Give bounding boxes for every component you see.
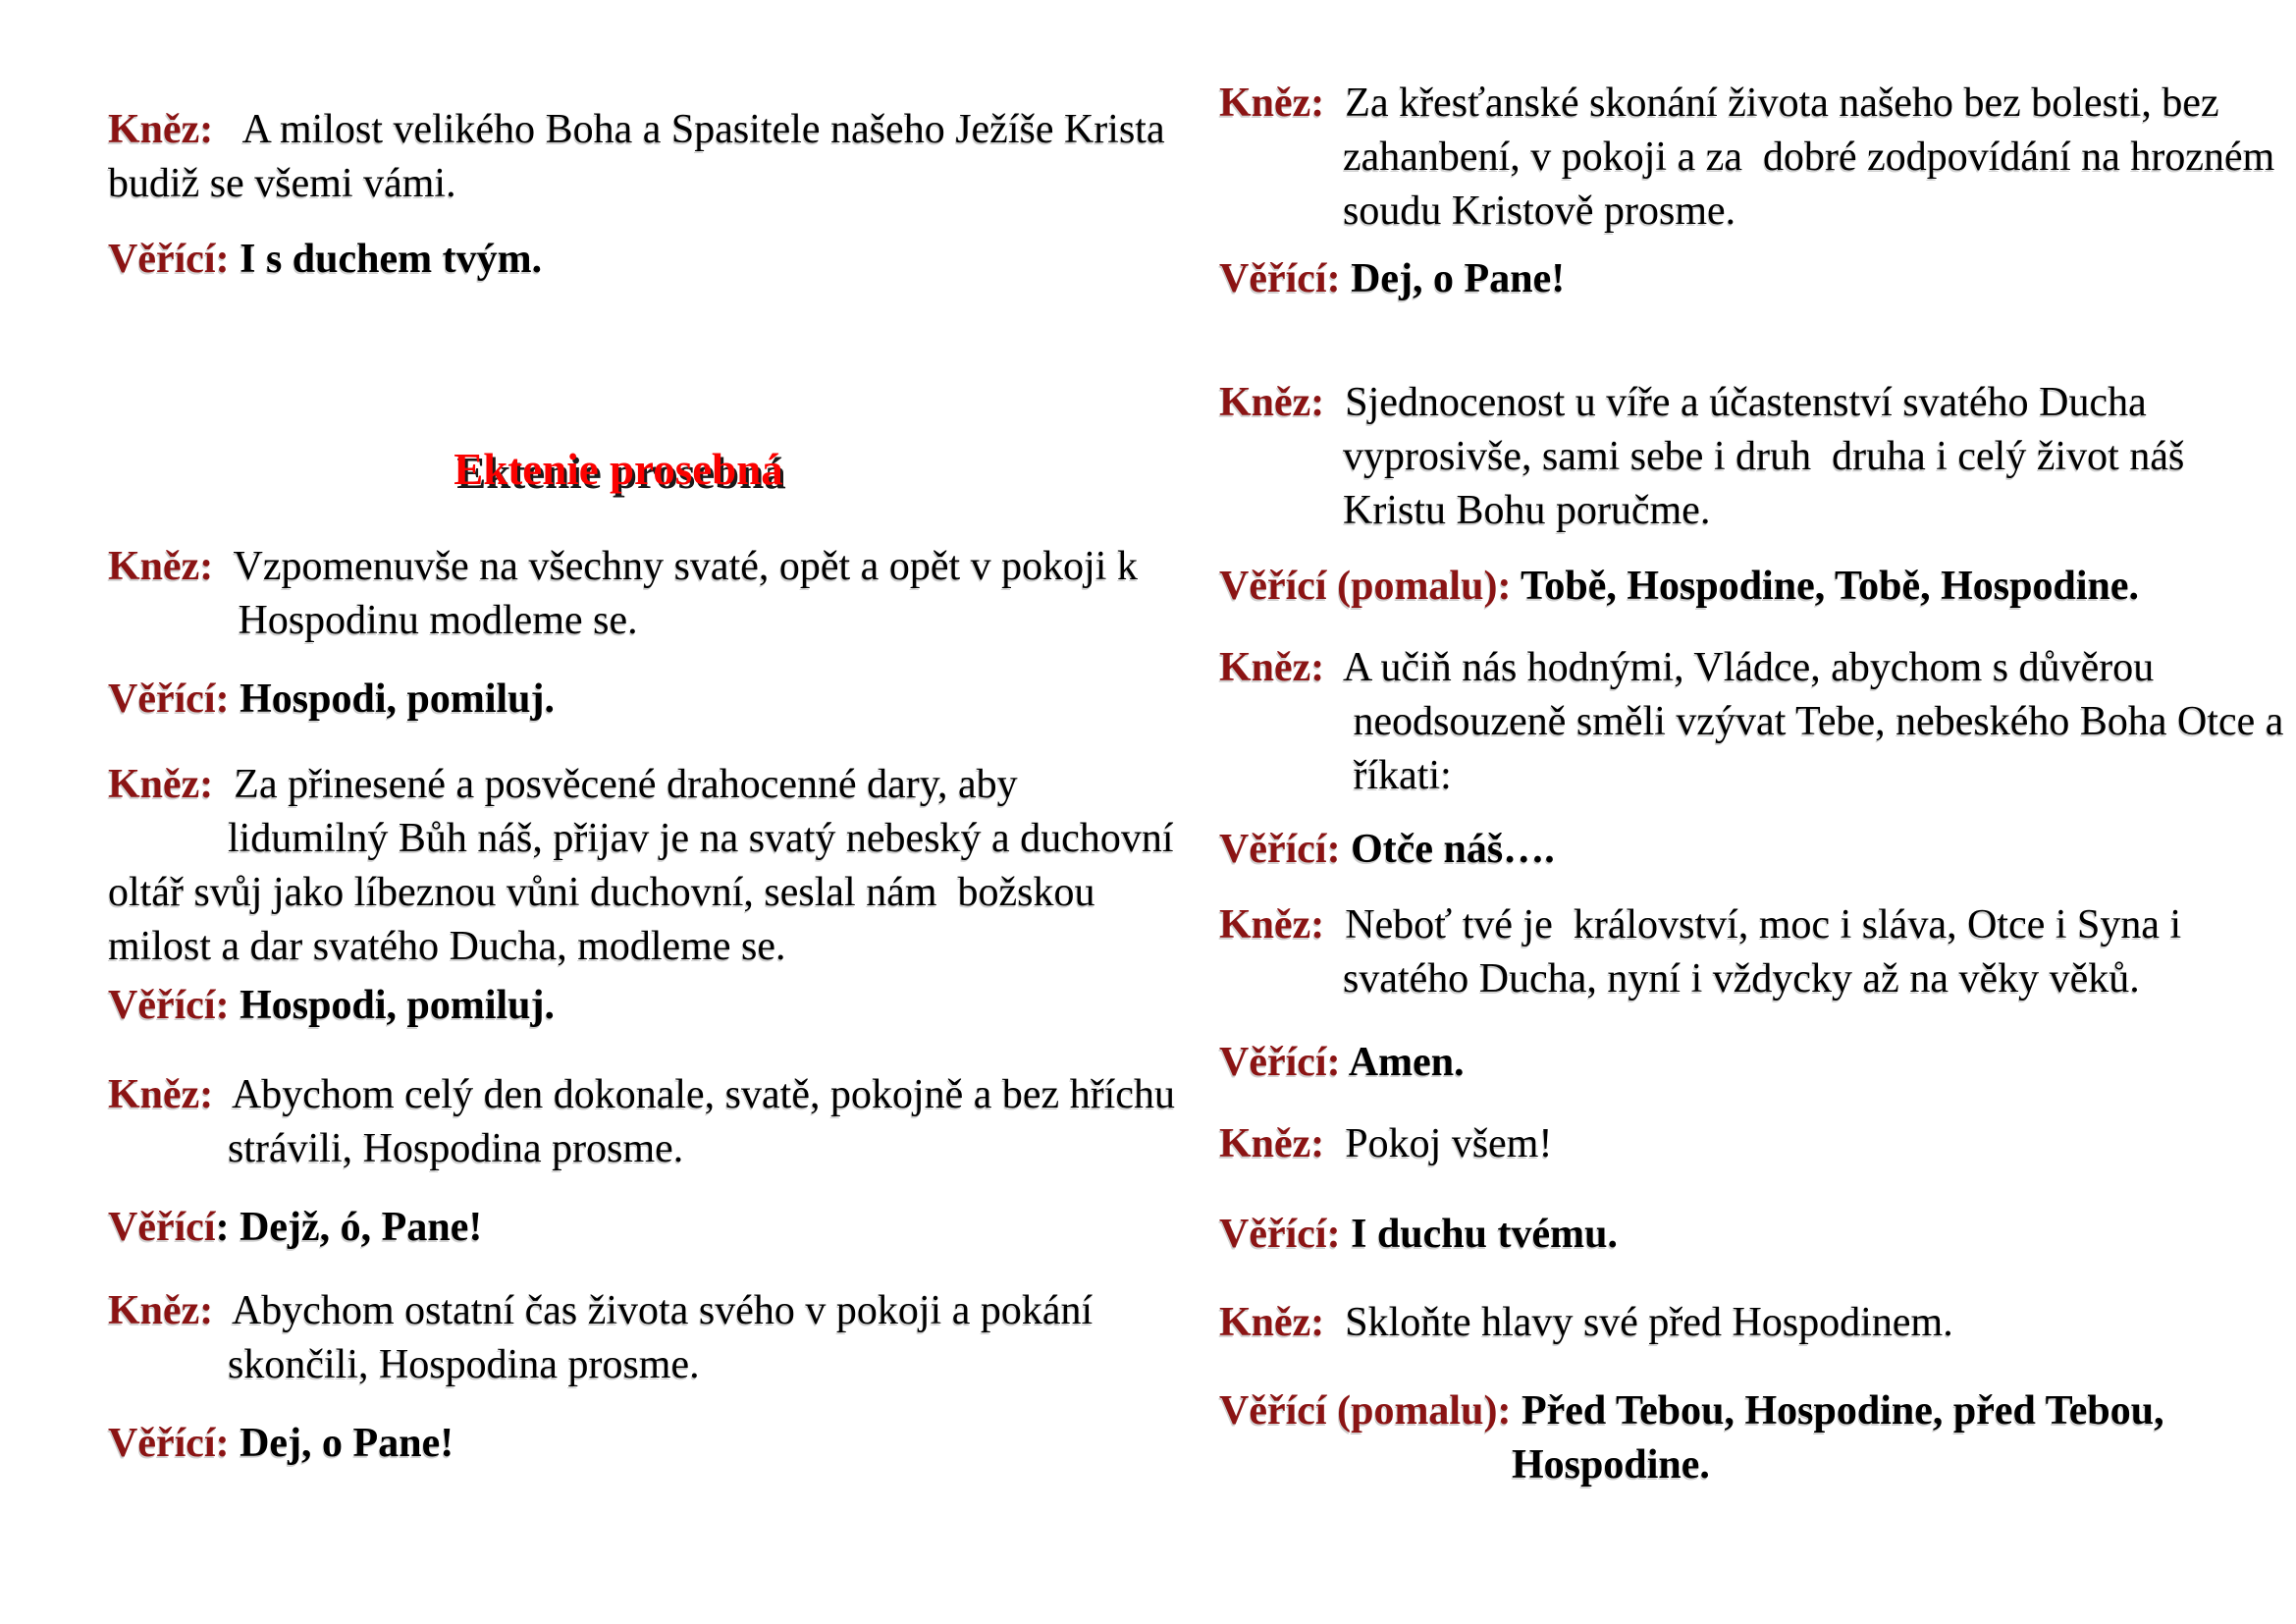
dialog-text: Za křesťanské skonání života našeho bez bolesti, bez (1324, 81, 2219, 126)
page-title: Ektenie prosebná (454, 445, 783, 494)
dialog-text: A milost velikého Boha a Spasitele našeho Ježíše Krista (213, 107, 1165, 152)
dialog-text: Neboť tvé je království, moc i sláva, Otce i Syna i (1324, 902, 2182, 947)
dialog-text: oltář svůj jako líbeznou vůni duchovní, seslal nám božskou (108, 870, 1095, 915)
speaker-label: Kněz: (1219, 81, 1325, 126)
dialog-text: Vzpomenuvše na všechny svaté, opět a opět v pokoji k (213, 544, 1138, 589)
speaker-label: Věřící: (108, 237, 230, 282)
speaker-label: Kněz: (108, 1288, 214, 1333)
dialog-text: strávili, Hospodina prosme. (228, 1126, 684, 1171)
dialog-text: zahanbení, v pokoji a za dobré zodpovídání na hrozném (1343, 135, 2275, 180)
dialog-text: budiž se všemi vámi. (108, 161, 456, 206)
dialog-line (1343, 695, 2283, 749)
speaker-label: Kněz: (1219, 1300, 1325, 1345)
dialog-line (1343, 484, 1710, 538)
dialog-line (1219, 823, 1555, 877)
dialog-line (1219, 1208, 1618, 1262)
speaker-label: Kněz: (1219, 380, 1325, 425)
dialog-line (1219, 1296, 1953, 1350)
dialog-line (1219, 252, 1565, 306)
dialog-line (1219, 560, 2139, 614)
speaker-label: Věřící (pomalu): (1219, 1388, 1512, 1434)
dialog-line (1219, 1036, 1465, 1090)
dialog-text: Kristu Bohu poručme. (1343, 488, 1711, 533)
speaker-label: Věřící: (108, 677, 230, 722)
speaker-label: Věřící: (1219, 1212, 1341, 1257)
dialog-text: Hospodine. (1512, 1442, 1710, 1488)
dialog-text: Sjednocenost u víře a účastenství svatého Ducha (1324, 380, 2147, 425)
speaker-label: Věřící: (1219, 1040, 1341, 1085)
dialog-text: Skloňte hlavy své před Hospodinem. (1324, 1300, 1953, 1345)
speaker-label: Kněz: (108, 107, 214, 152)
dialog-text: Abychom celý den dokonale, svatě, pokojně a bez hříchu (213, 1072, 1175, 1117)
dialog-text: říkati: (1343, 753, 1452, 798)
dialog-text: A učiň nás hodnými, Vládce, abychom s důvěrou (1324, 645, 2155, 690)
dialog-line (1219, 1117, 1552, 1171)
dialog-text: soudu Kristově prosme. (1343, 189, 1736, 234)
dialog-text: Hospodi, pomiluj. (229, 983, 556, 1028)
dialog-text: Tobě, Hospodine, Tobě, Hospodine. (1511, 564, 2140, 609)
dialog-line (1219, 898, 2181, 952)
speaker-label: Kněz: (1219, 902, 1325, 947)
dialog-line (1512, 1438, 1710, 1492)
dialog-text: Před Tebou, Hospodine, před Tebou, (1511, 1388, 2164, 1434)
dialog-text: I s duchem tvým. (229, 237, 543, 282)
dialog-line (1343, 749, 1452, 803)
speaker-label: Kněz: (1219, 1121, 1325, 1166)
dialog-text: I duchu tvému. (1340, 1212, 1618, 1257)
dialog-line (1219, 77, 2219, 131)
dialog-text: Otče náš…. (1340, 827, 1555, 872)
dialog-line (1343, 185, 1735, 239)
dialog-line (1219, 376, 2147, 430)
dialog-text: milost a dar svatého Ducha, modleme se. (108, 924, 786, 969)
speaker-label: Věřící: (1219, 256, 1341, 301)
dialog-text: Hospodi, pomiluj. (229, 677, 556, 722)
dialog-text: Pokoj všem! (1324, 1121, 1553, 1166)
dialog-text: vyprosivše, sami sebe i druh druha i celý život náš (1343, 434, 2185, 479)
dialog-text: Dej, o Pane! (229, 1421, 454, 1466)
dialog-line (1219, 641, 2154, 695)
dialog-text: : Dejž, ó, Pane! (215, 1205, 483, 1250)
dialog-text: svatého Ducha, nyní i vždycky až na věky věků. (1343, 956, 2140, 1001)
dialog-text: Hospodinu modleme se. (228, 598, 638, 643)
speaker-label: Věřící: (108, 983, 230, 1028)
speaker-label: Kněz: (108, 544, 214, 589)
dialog-line (1343, 430, 2184, 484)
dialog-text: Dej, o Pane! (1340, 256, 1566, 301)
speaker-label: Kněz: (108, 762, 214, 807)
dialog-line (1343, 131, 2274, 185)
speaker-label: Kněz: (1219, 645, 1325, 690)
dialog-line (1219, 1384, 2164, 1438)
speaker-label: Věřící: (108, 1421, 230, 1466)
dialog-line (1343, 952, 2140, 1006)
dialog-text: skončili, Hospodina prosme. (228, 1342, 700, 1387)
dialog-text: Amen. (1340, 1040, 1465, 1085)
speaker-label: Věřící: (1219, 827, 1341, 872)
dialog-text: Abychom ostatní čas života svého v pokoji a pokání (213, 1288, 1094, 1333)
speaker-label: Kněz: (108, 1072, 214, 1117)
dialog-text: lidumilný Bůh náš, přijav je na svatý nebeský a duchovní (228, 816, 1174, 861)
speaker-label: Věřící (pomalu): (1219, 564, 1512, 609)
dialog-text: neodsouzeně směli vzývat Tebe, nebeského Boha Otce a (1343, 699, 2284, 744)
dialog-text: Za přinesené a posvěcené drahocenné dary, aby (213, 762, 1018, 807)
speaker-label: Věřící (108, 1205, 216, 1250)
